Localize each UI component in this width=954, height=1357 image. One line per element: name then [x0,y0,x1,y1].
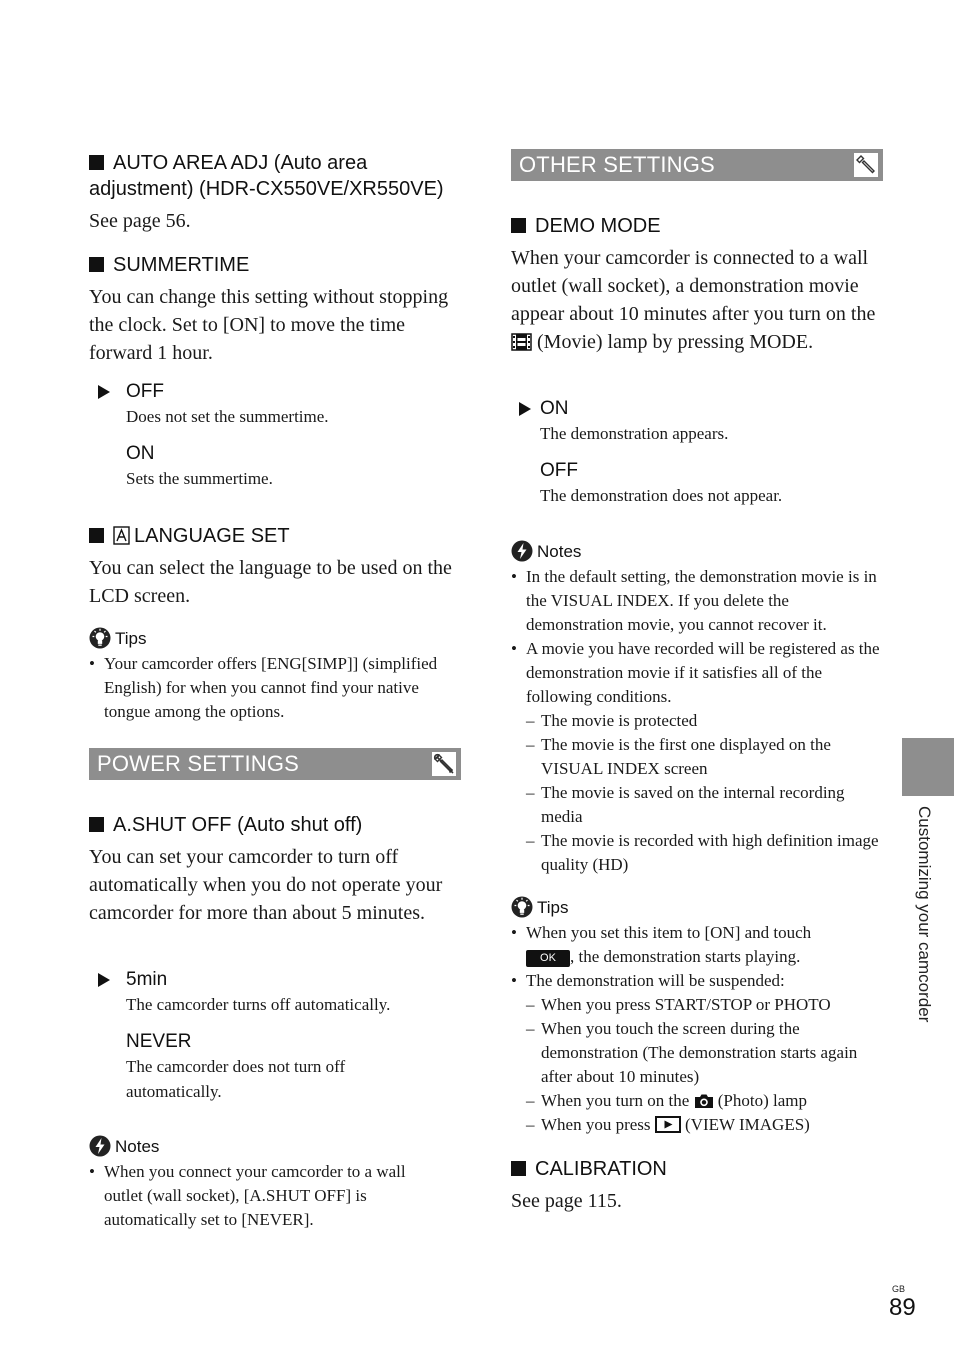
conditions-list [526,709,883,877]
ashut-notes [89,1135,461,1232]
chapter-side-tab [902,738,954,796]
list-item: – When you press (VIEW IMAGES) [526,1113,883,1137]
notes-lightning-icon [511,540,533,562]
list-item: – The movie is protected [526,709,883,733]
notes-lightning-icon [89,1135,111,1157]
ashut-off-section [89,812,461,927]
auto-area-adj-heading: AUTO AREA ADJ (Auto area adjustment) (HDR-CX550VE/XR550VE) [89,152,444,200]
square-bullet-icon [511,218,526,233]
power-settings-band [89,748,461,780]
language-a-icon [113,526,131,545]
summertime-section [89,252,461,367]
square-bullet-icon [89,528,104,543]
list-item: – The movie is saved on the internal recording media [526,781,883,829]
notes-list [89,1160,424,1232]
ok-button-icon: OK [526,950,570,967]
calibration-text: See page 115. [511,1190,622,1212]
list-item: – When you turn on the (Photo) lamp [526,1089,883,1113]
list-item: • In the default setting, the demonstration movie is in the VISUAL INDEX. If you delete the demonstration movie, you cannot recover it. [511,565,883,637]
list-item: • A movie you have recorded will be registered as the demonstration movie if it satisfies all of the following conditions. – The movie is protected – The movie is the first one displayed on the VISUAL INDEX screen – The movie is saved on the internal recording media – The movie is recorded with high definition image quality (HD) [511,637,883,877]
demo-option-on[interactable]: ON The demonstration appears. [511,397,883,446]
camera-icon [694,1093,714,1109]
list-item: • The demonstration will be suspended: – When you press START/STOP or PHOTO – When you touch the screen during the demonstration (The demonstration starts again after about 10 minutes) – When you turn on the (Photo) lamp – When you press (VIEW IMAGES) [511,969,883,1137]
tips-heading: Tips [511,896,883,919]
notes-heading: Notes [511,540,883,563]
default-marker-icon [519,402,531,416]
list-item: – When you touch the screen during the demonstration (The demonstration starts again after about 10 minutes) [526,1017,883,1089]
ashut-off-heading: A.SHUT OFF (Auto shut off) [89,812,461,838]
calibration-heading: CALIBRATION [511,1156,883,1182]
movie-film-icon [511,333,532,351]
notes-list [511,565,883,877]
page-number: 89 [889,1294,916,1321]
language-set-section [89,523,461,610]
tips-list [89,652,461,724]
wrench-icon [853,152,879,178]
demo-mode-section [511,213,883,356]
ashut-off-text: You can set your camcorder to turn off automatically when you do not operate your camcorder for more than about 5 minutes. [89,846,443,924]
language-tips [89,627,461,724]
language-set-text: You can select the language to be used on the LCD screen. [89,557,452,607]
tips-list [511,921,883,1137]
tips-lightbulb-icon [89,627,111,649]
list-item: • Your camcorder offers [ENG[SIMP]] (simplified English) for when you cannot find your native tongue among the options. [89,652,461,724]
auto-area-adj-text: See page 56. [89,210,191,232]
calibration-section [511,1156,883,1215]
tips-lightbulb-icon [511,896,533,918]
ashut-option-5min[interactable]: 5min The camcorder turns off automatically. [89,968,461,1017]
tips-heading: Tips [89,627,461,650]
square-bullet-icon [511,1161,526,1176]
demo-notes [511,540,883,877]
other-settings-band [511,149,883,181]
wrench-icon [431,751,457,777]
default-marker-icon [98,973,110,987]
region-code: GB [892,1284,906,1294]
list-item: • When you connect your camcorder to a wall outlet (wall socket), [A.SHUT OFF] is automatically set to [NEVER]. [89,1160,424,1232]
ashut-option-never[interactable]: NEVER The camcorder does not turn off automatically. [126,1031,346,1101]
summertime-text: You can change this setting without stopping the clock. Set to [ON] to move the time forward 1 hour. [89,286,449,364]
square-bullet-icon [89,817,104,832]
view-images-icon [655,1116,681,1133]
demo-mode-heading: DEMO MODE [511,213,883,239]
list-item: – The movie is recorded with high definition image quality (HD) [526,829,883,877]
summertime-option-off[interactable]: OFF Does not set the summertime. [89,380,461,429]
summertime-heading: SUMMERTIME [89,252,461,278]
summertime-option-on[interactable]: ON Sets the summertime. [126,443,273,488]
default-marker-icon [98,385,110,399]
square-bullet-icon [89,155,104,170]
language-set-heading: LANGUAGE SET [89,523,461,549]
demo-option-off[interactable]: OFF The demonstration does not appear. [540,460,783,505]
auto-area-adj-section [89,150,461,235]
power-settings-title: POWER SETTINGS [97,751,300,776]
notes-heading: Notes [89,1135,461,1158]
other-settings-title: OTHER SETTINGS [519,152,715,177]
chapter-side-label: Customizing your camcorder [915,806,934,1023]
list-item: – The movie is the first one displayed on the VISUAL INDEX screen [526,733,883,781]
list-item: – When you press START/STOP or PHOTO [526,993,883,1017]
list-item: • When you set this item to [ON] and touch OK , the demonstration starts playing. [511,921,883,969]
demo-mode-text: When your camcorder is connected to a wall outlet (wall socket), a demonstration movie appear about 10 minutes after you turn on the (Movie) lamp by pressing MODE. [511,247,876,353]
demo-tips [511,896,883,1137]
square-bullet-icon [89,257,104,272]
suspend-list [526,993,883,1137]
